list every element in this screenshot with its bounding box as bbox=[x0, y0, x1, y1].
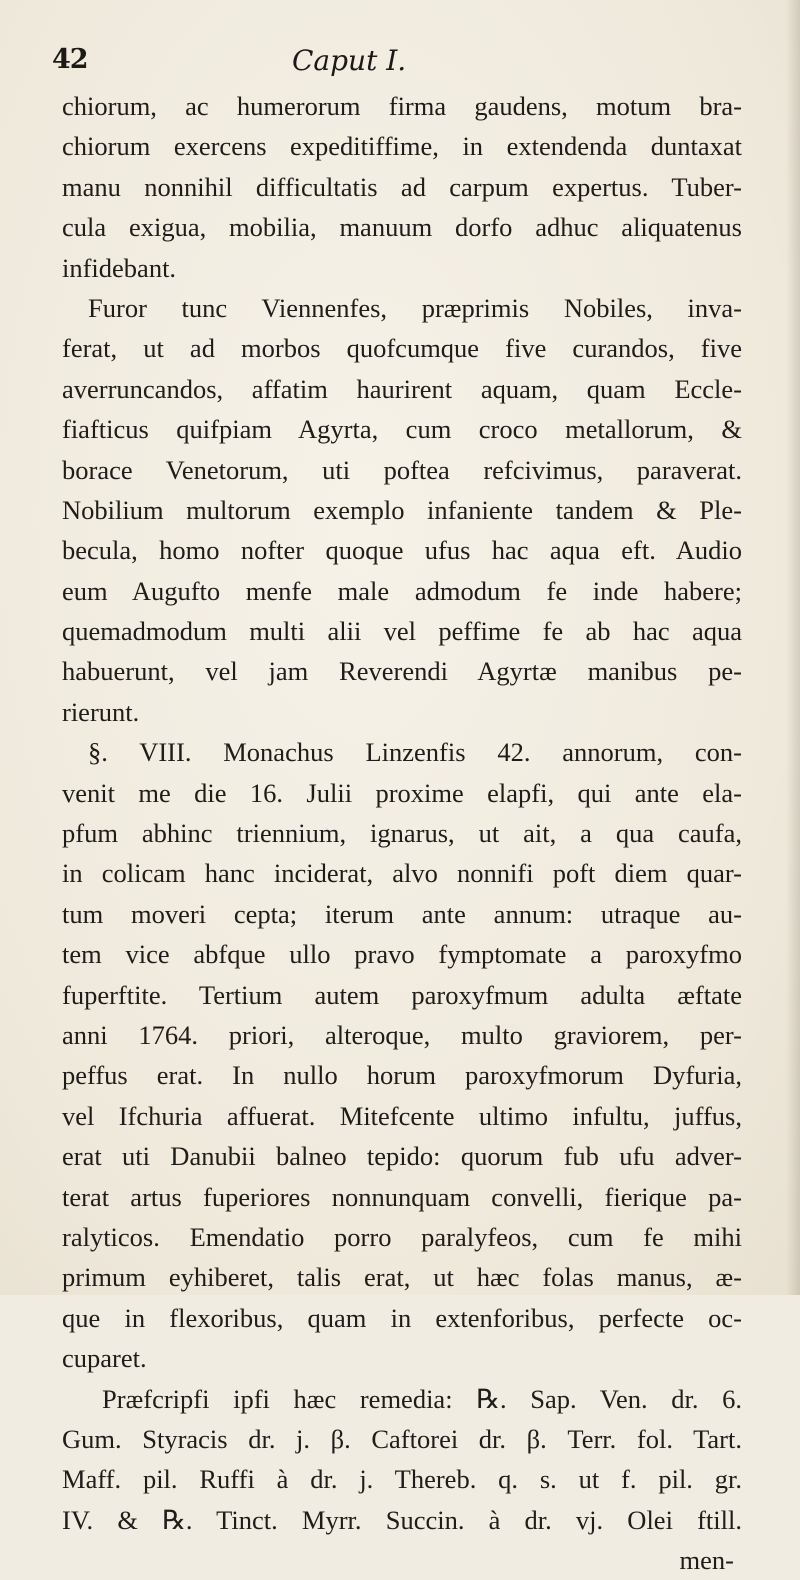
body-text bbox=[62, 86, 742, 1580]
text-line: peffus erat. In nullo horum paroxyfmorum Dyfuria, bbox=[62, 1060, 742, 1091]
page-header bbox=[52, 44, 742, 84]
prescription-line: Præfcripfi ipfi hæc remedia: ℞. Sap. Ven. dr. 6. bbox=[102, 1383, 742, 1414]
prescription-line: Gum. Styracis dr. j. β. Caftorei dr. β. Terr. fol. Tart. bbox=[62, 1423, 742, 1454]
prescription-line: Maff. pil. Ruffi à dr. j. Thereb. q. s. ut f. pil. gr. bbox=[62, 1464, 742, 1495]
text-line: que in flexoribus, quam in extenforibus, perfecte oc- bbox=[62, 1302, 742, 1333]
text-line: anni 1764. priori, alteroque, multo graviorem, per- bbox=[62, 1019, 742, 1050]
text-line: fuperftite. Tertium autem paroxyfmum adulta æftate bbox=[62, 979, 742, 1010]
page-edge-shadow bbox=[786, 0, 800, 1295]
text-line: ferat, ut ad morbos quofcumque five curandos, five bbox=[62, 333, 742, 364]
text-line: tem vice abfque ullo pravo fymptomate a paroxyfmo bbox=[62, 939, 742, 970]
page-number: 42 bbox=[52, 44, 88, 75]
text-line: terat artus fuperiores nonnunquam convelli, fierique pa- bbox=[62, 1181, 742, 1212]
text-line: ralyticos. Emendatio porro paralyfeos, cum fe mihi bbox=[62, 1221, 742, 1252]
text-line: venit me die 16. Julii proxime elapfi, qui ante ela- bbox=[62, 777, 742, 808]
text-line: infidebant. bbox=[62, 252, 177, 283]
text-line: vel Ifchuria affuerat. Mitefcente ultimo infultu, juffus, bbox=[62, 1100, 742, 1131]
text-line: tum moveri cepta; iterum ante annum: utraque au- bbox=[62, 898, 742, 929]
text-line: manu nonnihil difficultatis ad carpum expertus. Tuber- bbox=[62, 171, 742, 202]
text-line: Furor tunc Viennenfes, præprimis Nobiles, inva- bbox=[88, 292, 742, 323]
text-line: in colicam hanc inciderat, alvo nonnifi poft diem quar- bbox=[62, 858, 742, 889]
catchword: men- bbox=[679, 1545, 734, 1576]
running-head: Caput I. bbox=[292, 44, 407, 77]
text-line: rierunt. bbox=[62, 696, 140, 727]
text-line: cula exigua, mobilia, manuum dorfo adhuc aliquatenus bbox=[62, 212, 742, 243]
text-line: eum Augufto menfe male admodum fe inde habere; bbox=[62, 575, 742, 606]
text-line: Nobilium multorum exemplo infaniente tandem & Ple- bbox=[62, 494, 742, 525]
prescription-line: IV. & ℞. Tinct. Myrr. Succin. à dr. vj. Olei ftill. bbox=[62, 1504, 742, 1535]
text-line: habuerunt, vel jam Reverendi Agyrtæ manibus pe- bbox=[62, 656, 742, 687]
text-line: primum eyhiberet, talis erat, ut hæc folas manus, æ- bbox=[62, 1262, 742, 1293]
text-line: averruncandos, affatim haurirent aquam, quam Eccle- bbox=[62, 373, 742, 404]
text-line: chiorum exercens expeditiffime, in extendenda duntaxat bbox=[62, 131, 742, 162]
text-line: chiorum, ac humerorum firma gaudens, motum bra- bbox=[62, 91, 742, 121]
text-line: pfum abhinc triennium, ignarus, ut ait, a qua caufa, bbox=[62, 818, 742, 849]
text-line: borace Venetorum, uti poftea refcivimus, paraverat. bbox=[62, 454, 742, 485]
text-line: becula, homo nofter quoque ufus hac aqua eft. Audio bbox=[62, 535, 742, 566]
text-line: fiafticus quifpiam Agyrta, cum croco metallorum, & bbox=[62, 414, 742, 445]
section-heading-line: §. VIII. Monachus Linzenfis 42. annorum, con- bbox=[88, 737, 742, 768]
text-line: erat uti Danubii balneo tepido: quorum fub ufu adver- bbox=[62, 1141, 742, 1172]
text-line: quemadmodum multi alii vel peffime fe ab hac aqua bbox=[62, 616, 742, 647]
text-line: cuparet. bbox=[62, 1343, 147, 1374]
